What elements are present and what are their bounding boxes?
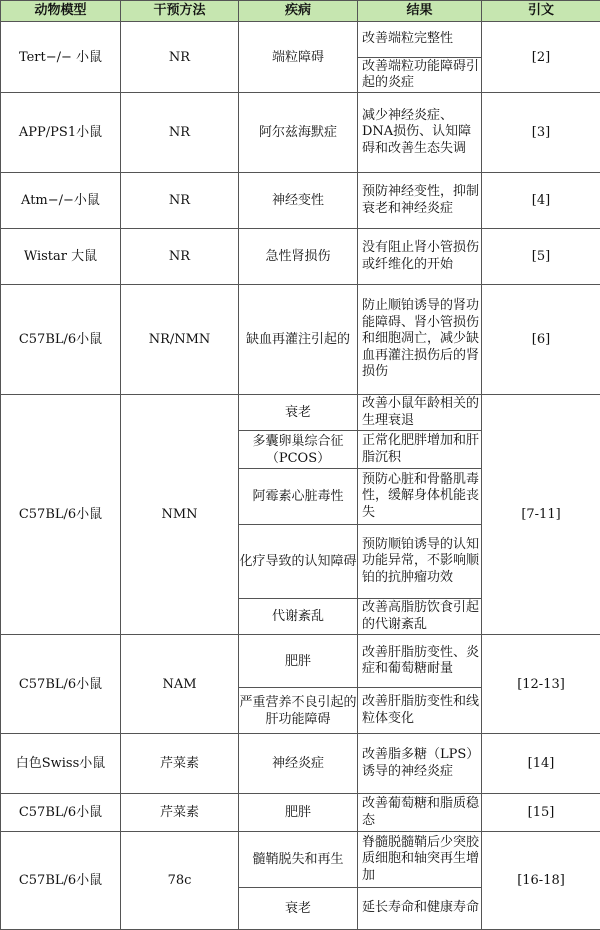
result-cell: 改善肝脂肪变性和线粒体变化: [358, 688, 482, 734]
model-cell: APP/PS1小鼠: [1, 93, 121, 173]
ref-cell: [2]: [482, 22, 600, 93]
method-cell: NMN: [121, 395, 239, 635]
disease-cell: 衰老: [239, 888, 358, 930]
ref-cell: [15]: [482, 794, 600, 832]
table-row: [1, 173, 600, 229]
model-cell: Tert−/− 小鼠: [1, 22, 121, 93]
ref-cell: [3]: [482, 93, 600, 173]
result-cell: 正常化肥胖增加和肝脂沉积: [358, 431, 482, 469]
table-row: [1, 22, 600, 58]
model-cell: C57BL/6小鼠: [1, 635, 121, 734]
method-cell: 芹菜素: [121, 734, 239, 794]
result-cell: 减少神经炎症、DNA损伤、认知障碍和改善生态失调: [358, 93, 482, 173]
result-cell: 改善小鼠年龄相关的生理衰退: [358, 395, 482, 431]
result-cell: 防止顺铂诱导的肾功能障碍、肾小管损伤和细胞凋亡，减少缺血再灌注损伤后的肾损伤: [358, 285, 482, 395]
header-method: 干预方法: [121, 1, 239, 22]
header-disease: 疾病: [239, 1, 358, 22]
header-model: 动物模型: [1, 1, 121, 22]
model-cell: C57BL/6小鼠: [1, 285, 121, 395]
result-cell: 预防神经变性，抑制衰老和神经炎症: [358, 173, 482, 229]
disease-cell: 阿尔兹海默症: [239, 93, 358, 173]
ref-cell: [4]: [482, 173, 600, 229]
method-cell: NR: [121, 229, 239, 285]
table-row: [1, 794, 600, 832]
disease-cell: 多囊卵巢综合征（PCOS）: [239, 431, 358, 469]
result-cell: 预防心脏和骨骼肌毒性，缓解身体机能丧失: [358, 469, 482, 525]
table-row: [1, 229, 600, 285]
method-cell: NR: [121, 173, 239, 229]
method-cell: 78c: [121, 832, 239, 930]
table-row: [1, 93, 600, 173]
result-cell: 改善脂多糖（LPS）诱导的神经炎症: [358, 734, 482, 794]
table-row: [1, 395, 600, 431]
model-cell: C57BL/6小鼠: [1, 794, 121, 832]
method-cell: NR: [121, 93, 239, 173]
disease-cell: 肥胖: [239, 635, 358, 688]
table-row: [1, 285, 600, 395]
model-cell: C57BL/6小鼠: [1, 395, 121, 635]
ref-cell: [14]: [482, 734, 600, 794]
result-cell: 改善葡萄糖和脂质稳态: [358, 794, 482, 832]
table-row: [1, 832, 600, 888]
table-row: [1, 734, 600, 794]
result-cell: 没有阻止肾小管损伤或纤维化的开始: [358, 229, 482, 285]
disease-cell: 化疗导致的认知障碍: [239, 525, 358, 599]
disease-cell: 代谢紊乱: [239, 599, 358, 635]
disease-cell: 髓鞘脱失和再生: [239, 832, 358, 888]
ref-cell: [12-13]: [482, 635, 600, 734]
method-cell: NR/NMN: [121, 285, 239, 395]
ref-cell: [7-11]: [482, 395, 600, 635]
header-ref: 引文: [482, 1, 600, 22]
disease-cell: 神经炎症: [239, 734, 358, 794]
ref-cell: [5]: [482, 229, 600, 285]
header-result: 结果: [358, 1, 482, 22]
result-cell: 改善端粒功能障碍引起的炎症: [358, 58, 482, 93]
model-cell: Atm−/−小鼠: [1, 173, 121, 229]
disease-cell: 阿霉素心脏毒性: [239, 469, 358, 525]
header-row: [1, 1, 600, 22]
result-cell: 延长寿命和健康寿命: [358, 888, 482, 930]
result-cell: 改善肝脂肪变性、炎症和葡萄糖耐量: [358, 635, 482, 688]
method-cell: NAM: [121, 635, 239, 734]
disease-cell: 缺血再灌注引起的: [239, 285, 358, 395]
result-cell: 预防顺铂诱导的认知功能异常，不影响顺铂的抗肿瘤功效: [358, 525, 482, 599]
ref-cell: [16-18]: [482, 832, 600, 930]
model-cell: C57BL/6小鼠: [1, 832, 121, 930]
method-cell: 芹菜素: [121, 794, 239, 832]
disease-cell: 肥胖: [239, 794, 358, 832]
table-row: [1, 635, 600, 688]
disease-cell: 端粒障碍: [239, 22, 358, 93]
method-cell: NR: [121, 22, 239, 93]
ref-cell: [6]: [482, 285, 600, 395]
disease-cell: 急性肾损伤: [239, 229, 358, 285]
disease-cell: 神经变性: [239, 173, 358, 229]
result-cell: 脊髓脱髓鞘后少突胶质细胞和轴突再生增加: [358, 832, 482, 888]
model-cell: Wistar 大鼠: [1, 229, 121, 285]
disease-cell: 严重营养不良引起的肝功能障碍: [239, 688, 358, 734]
model-cell: 白色Swiss小鼠: [1, 734, 121, 794]
result-cell: 改善高脂肪饮食引起的代谢紊乱: [358, 599, 482, 635]
disease-cell: 衰老: [239, 395, 358, 431]
result-cell: 改善端粒完整性: [358, 22, 482, 58]
